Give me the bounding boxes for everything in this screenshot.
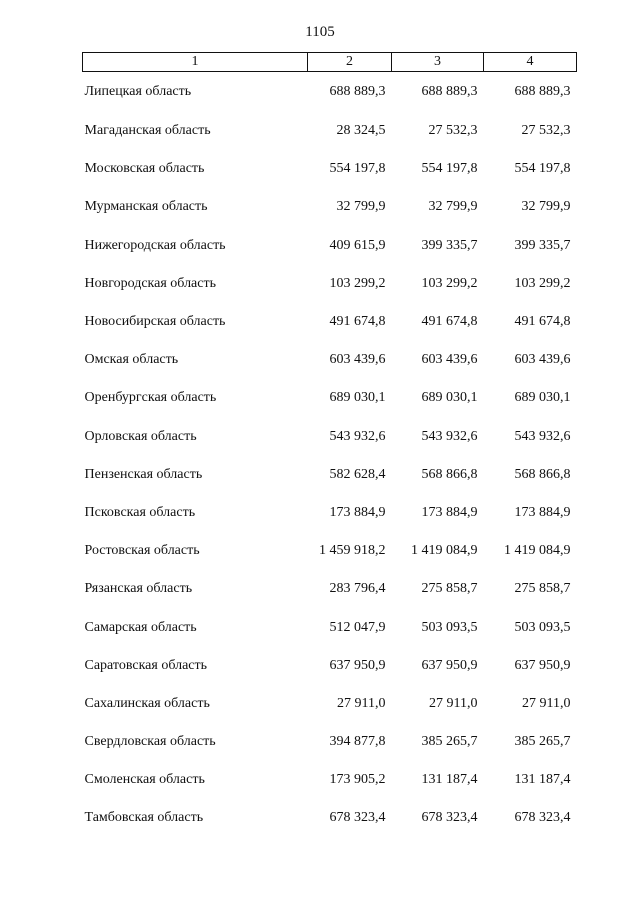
value-col2-cell: 28 324,5 bbox=[336, 123, 386, 139]
table-header bbox=[83, 53, 577, 72]
table-row bbox=[83, 227, 577, 265]
value-col2-cell: 512 047,9 bbox=[329, 619, 386, 635]
value-col2-cell: 582 628,4 bbox=[329, 466, 386, 482]
value-col2-cell: 283 796,4 bbox=[329, 581, 386, 597]
value-col3-cell: 103 299,2 bbox=[421, 275, 478, 291]
value-col2-cell: 394 877,8 bbox=[329, 734, 386, 750]
column-header-3: 3 bbox=[392, 53, 484, 72]
value-col2-cell: 491 674,8 bbox=[329, 314, 386, 330]
value-col4-cell: 637 950,9 bbox=[514, 657, 571, 673]
region-name-cell: Омская область bbox=[84, 352, 179, 368]
value-col2-cell: 603 439,6 bbox=[329, 352, 386, 368]
value-col2-cell: 637 950,9 bbox=[329, 657, 386, 673]
value-col4-cell: 678 323,4 bbox=[514, 810, 571, 826]
value-col3-cell: 568 866,8 bbox=[421, 466, 478, 482]
region-name-cell: Тамбовская область bbox=[84, 810, 204, 826]
region-name-cell: Смоленская область bbox=[84, 772, 205, 788]
region-name-cell: Мурманская область bbox=[84, 199, 208, 215]
column-header-1: 1 bbox=[83, 53, 308, 72]
column-header-2: 2 bbox=[308, 53, 392, 72]
value-col4-cell: 543 932,6 bbox=[514, 428, 571, 444]
value-col4-cell: 603 439,6 bbox=[514, 352, 571, 368]
region-name-cell: Ростовская область bbox=[84, 543, 200, 559]
value-col2-cell: 173 884,9 bbox=[329, 504, 386, 520]
value-col2-cell: 1 459 918,2 bbox=[319, 543, 386, 559]
region-name-cell: Орловская область bbox=[84, 428, 197, 444]
value-col3-cell: 131 187,4 bbox=[421, 772, 478, 788]
value-col2-cell: 678 323,4 bbox=[329, 810, 386, 826]
value-col2-cell: 689 030,1 bbox=[329, 390, 386, 406]
value-col3-cell: 603 439,6 bbox=[421, 352, 478, 368]
table-row bbox=[83, 418, 577, 456]
table-row bbox=[83, 379, 577, 417]
value-col4-cell: 554 197,8 bbox=[514, 161, 571, 177]
value-col2-cell: 543 932,6 bbox=[329, 428, 386, 444]
table-row bbox=[83, 494, 577, 532]
value-col3-cell: 678 323,4 bbox=[421, 810, 478, 826]
region-name-cell: Нижегородская область bbox=[84, 237, 226, 253]
value-col4-cell: 27 532,3 bbox=[521, 123, 571, 139]
value-col4-cell: 131 187,4 bbox=[514, 772, 571, 788]
value-col3-cell: 399 335,7 bbox=[421, 237, 478, 253]
value-col4-cell: 491 674,8 bbox=[514, 314, 571, 330]
value-col4-cell: 399 335,7 bbox=[514, 237, 571, 253]
value-col4-cell: 103 299,2 bbox=[514, 275, 571, 291]
table-row bbox=[83, 723, 577, 761]
value-col4-cell: 503 093,5 bbox=[514, 619, 571, 635]
region-name-cell: Сахалинская область bbox=[84, 695, 210, 711]
value-col3-cell: 275 858,7 bbox=[421, 581, 478, 597]
region-name-cell: Московская область bbox=[84, 161, 205, 177]
table-row bbox=[83, 72, 577, 113]
value-col3-cell: 385 265,7 bbox=[421, 734, 478, 750]
value-col4-cell: 689 030,1 bbox=[514, 390, 571, 406]
value-col3-cell: 32 799,9 bbox=[428, 199, 478, 215]
value-col3-cell: 503 093,5 bbox=[421, 619, 478, 635]
column-header-4: 4 bbox=[484, 53, 577, 72]
page-number: 1105 bbox=[305, 24, 335, 40]
table-row bbox=[83, 112, 577, 150]
region-name-cell: Саратовская область bbox=[84, 657, 208, 673]
region-name-cell: Новосибирская область bbox=[84, 314, 226, 330]
table-row bbox=[83, 799, 577, 837]
value-col3-cell: 637 950,9 bbox=[421, 657, 478, 673]
value-col3-cell: 543 932,6 bbox=[421, 428, 478, 444]
region-name-cell: Оренбургская область bbox=[84, 390, 217, 406]
value-col3-cell: 27 532,3 bbox=[428, 123, 478, 139]
value-col2-cell: 27 911,0 bbox=[337, 695, 386, 711]
budget-table-container bbox=[82, 52, 576, 838]
region-name-cell: Свердловская область bbox=[84, 734, 216, 750]
table-row bbox=[83, 456, 577, 494]
value-col4-cell: 275 858,7 bbox=[514, 581, 571, 597]
table-row bbox=[83, 341, 577, 379]
value-col3-cell: 554 197,8 bbox=[421, 161, 478, 177]
value-col3-cell: 173 884,9 bbox=[421, 504, 478, 520]
header-row bbox=[83, 53, 577, 72]
value-col2-cell: 32 799,9 bbox=[336, 199, 386, 215]
table-row bbox=[83, 570, 577, 608]
region-name-cell: Псковская область bbox=[84, 504, 196, 520]
table-row bbox=[83, 265, 577, 303]
region-name-cell: Новгородская область bbox=[84, 275, 216, 291]
value-col3-cell: 491 674,8 bbox=[421, 314, 478, 330]
table-row bbox=[83, 532, 577, 570]
region-name-cell: Магаданская область bbox=[84, 123, 211, 139]
value-col2-cell: 688 889,3 bbox=[329, 84, 386, 99]
value-col4-cell: 385 265,7 bbox=[514, 734, 571, 750]
value-col2-cell: 554 197,8 bbox=[329, 161, 386, 177]
region-name-cell: Рязанская область bbox=[84, 581, 193, 597]
value-col2-cell: 173 905,2 bbox=[329, 772, 386, 788]
value-col4-cell: 32 799,9 bbox=[521, 199, 571, 215]
table-row bbox=[83, 150, 577, 188]
budget-table bbox=[82, 52, 577, 838]
value-col3-cell: 27 911,0 bbox=[429, 695, 478, 711]
table-row bbox=[83, 303, 577, 341]
table-body bbox=[83, 72, 577, 838]
value-col3-cell: 688 889,3 bbox=[421, 84, 478, 99]
value-col4-cell: 568 866,8 bbox=[514, 466, 571, 482]
value-col4-cell: 173 884,9 bbox=[514, 504, 571, 520]
table-row bbox=[83, 685, 577, 723]
value-col4-cell: 688 889,3 bbox=[514, 84, 571, 99]
value-col3-cell: 1 419 084,9 bbox=[411, 543, 478, 559]
region-name-cell: Пензенская область bbox=[84, 466, 203, 482]
region-name-cell: Самарская область bbox=[84, 619, 197, 635]
value-col2-cell: 409 615,9 bbox=[329, 237, 386, 253]
value-col4-cell: 27 911,0 bbox=[522, 695, 571, 711]
table-row bbox=[83, 647, 577, 685]
table-row bbox=[83, 188, 577, 226]
value-col3-cell: 689 030,1 bbox=[421, 390, 478, 406]
value-col2-cell: 103 299,2 bbox=[329, 275, 386, 291]
table-row bbox=[83, 761, 577, 799]
region-name-cell: Липецкая область bbox=[84, 84, 192, 99]
table-row bbox=[83, 608, 577, 646]
value-col4-cell: 1 419 084,9 bbox=[504, 543, 571, 559]
